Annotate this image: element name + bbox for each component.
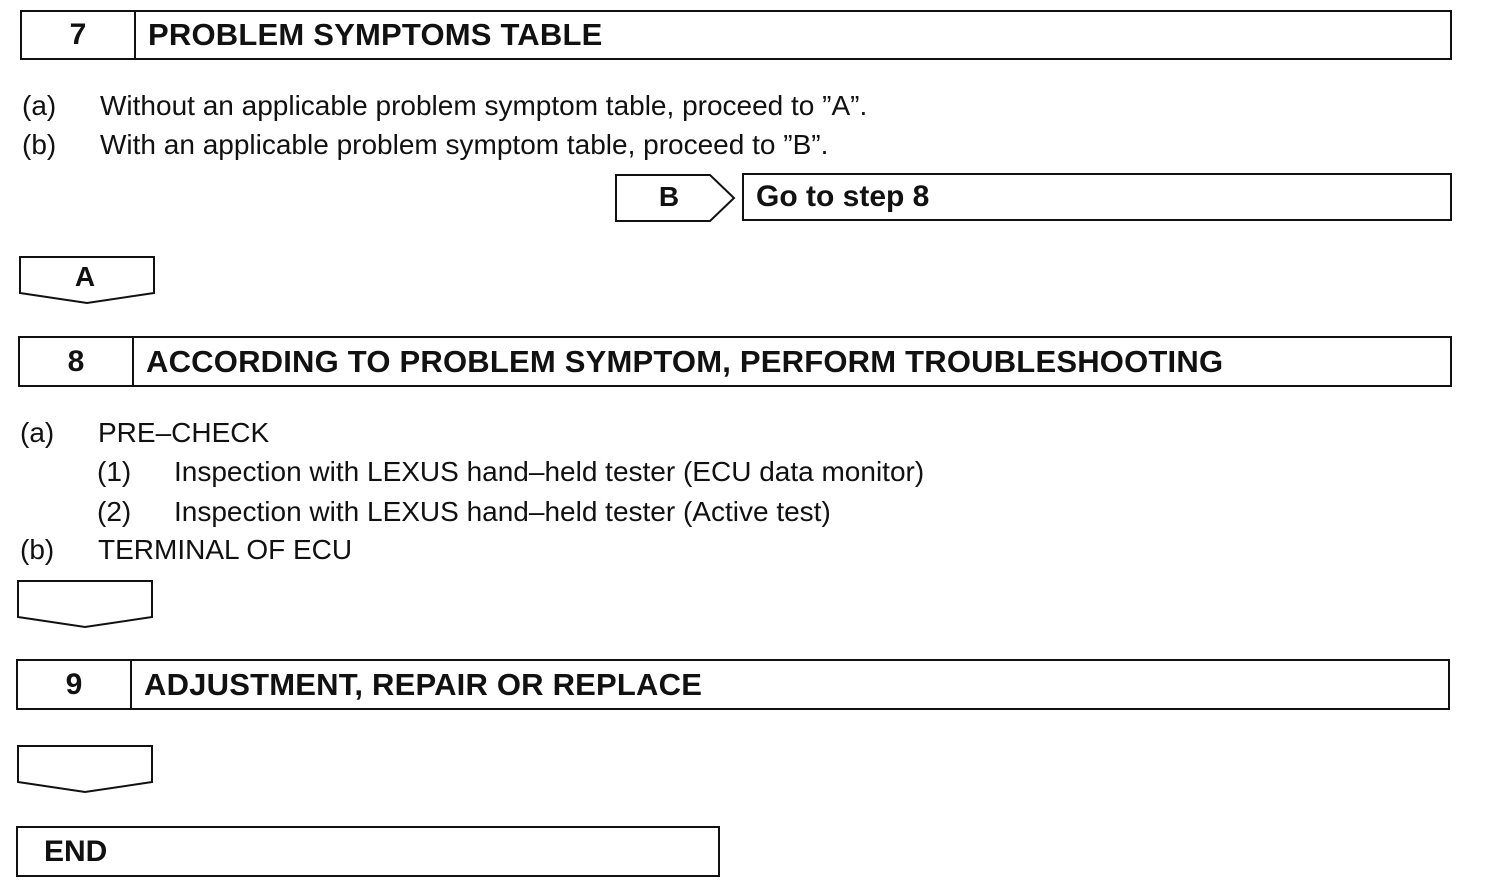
step-7-header [20, 10, 1452, 60]
step-8-header [18, 336, 1452, 387]
item-text: PRE–CHECK [98, 417, 270, 448]
branch-a-label: A [74, 261, 96, 292]
subitem-marker: (2) [97, 496, 132, 527]
flow-arrow-after-step-8 [16, 579, 154, 629]
branch-a-arrow [18, 255, 156, 305]
step-7-number: 7 [22, 12, 136, 58]
item-text: Without an applicable problem symptom table, proceed to ”A”. [100, 90, 868, 121]
step-9-title: ADJUSTMENT, REPAIR OR REPLACE [144, 666, 703, 702]
item-marker: (a) [20, 417, 55, 448]
step-8-title: ACCORDING TO PROBLEM SYMPTOM, PERFORM TROUBLESHOOTING [146, 343, 1224, 379]
subitem-text: Inspection with LEXUS hand–held tester (Active test) [174, 496, 831, 527]
step-8-number: 8 [20, 338, 134, 385]
item-marker: (a) [22, 90, 57, 121]
branch-b-label: B [658, 181, 680, 212]
down-arrow-icon [16, 744, 154, 794]
go-to-step-8-box: Go to step 8 [742, 173, 1452, 221]
subitem-text: Inspection with LEXUS hand–held tester (ECU data monitor) [174, 456, 925, 487]
step-9-header [16, 659, 1450, 710]
subitem-marker: (1) [97, 456, 132, 487]
down-arrow-icon [16, 579, 154, 629]
end-box: END [16, 826, 720, 877]
item-marker: (b) [20, 534, 55, 565]
flow-arrow-after-step-9 [16, 744, 154, 794]
item-marker: (b) [22, 129, 57, 160]
step-7-title: PROBLEM SYMPTOMS TABLE [148, 17, 603, 52]
branch-b-arrow [614, 173, 738, 223]
item-text: TERMINAL OF ECU [98, 534, 353, 565]
item-text: With an applicable problem symptom table, proceed to ”B”. [100, 129, 829, 160]
step-9-number: 9 [18, 661, 132, 708]
